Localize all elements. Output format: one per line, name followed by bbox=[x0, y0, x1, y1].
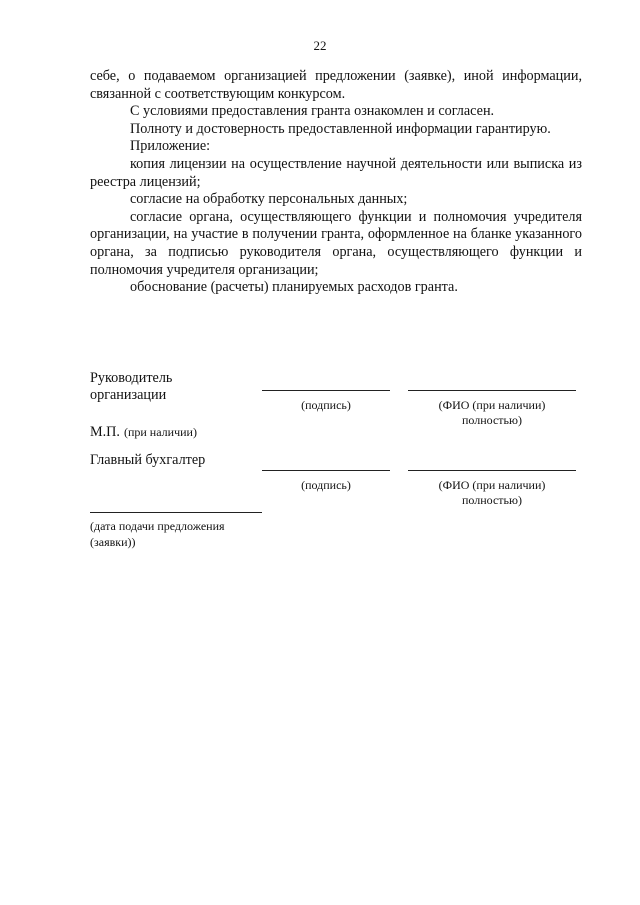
head-signature-line bbox=[262, 390, 390, 391]
accountant-name-caption-line2: полностью) bbox=[462, 493, 522, 507]
head-name-line bbox=[408, 390, 576, 391]
paragraph-attachment-heading: Приложение: bbox=[130, 138, 211, 155]
accountant-signature-line bbox=[262, 470, 390, 471]
paragraph-attachment-founder-consent: согласие органа, осуществляющего функции и полномочия учредителя организации, на участие в получении гранта, оформленное на бланке указанного органа, за подписью руководителя органа, осуществляющего функции и полномочия учредителя организации; bbox=[90, 208, 582, 278]
head-label-line1: Руководитель bbox=[90, 370, 173, 386]
accountant-name-line bbox=[408, 470, 576, 471]
paragraph-agreement: С условиями предоставления гранта ознакомлен и согласен. bbox=[130, 103, 495, 120]
paragraph-attachment-consent: согласие на обработку персональных данных; bbox=[130, 191, 408, 208]
paragraph-guarantee: Полноту и достоверность предоставленной информации гарантирую. bbox=[130, 120, 551, 137]
paragraph-continuation: себе, о подаваемом организацией предложении (заявке), иной информации, связанной с соответствующим конкурсом. bbox=[90, 68, 582, 102]
date-caption-line2: (заявки)) bbox=[90, 535, 136, 549]
paragraph-attachment-license: копия лицензии на осуществление научной деятельности или выписка из реестра лицензий; bbox=[90, 155, 582, 190]
head-signature-caption: (подпись) bbox=[301, 398, 351, 412]
stamp-label-note: (при наличии) bbox=[123, 425, 197, 439]
head-label-line2: организации bbox=[90, 387, 167, 403]
paragraph-attachment-justification: обоснование (расчеты) планируемых расходов гранта. bbox=[130, 279, 458, 296]
accountant-signature-caption: (подпись) bbox=[301, 478, 351, 492]
date-caption-line1: (дата подачи предложения bbox=[90, 519, 225, 533]
stamp-label-main: М.П. bbox=[90, 424, 120, 440]
head-name-caption-line2: полностью) bbox=[462, 413, 522, 427]
accountant-label: Главный бухгалтер bbox=[90, 452, 206, 468]
accountant-name-caption-line1: (ФИО (при наличии) bbox=[438, 478, 546, 492]
head-name-caption-line1: (ФИО (при наличии) bbox=[438, 398, 546, 412]
date-line bbox=[90, 512, 262, 513]
stamp-label bbox=[90, 423, 197, 441]
body-text bbox=[90, 68, 582, 297]
page-number: 22 bbox=[313, 38, 327, 53]
